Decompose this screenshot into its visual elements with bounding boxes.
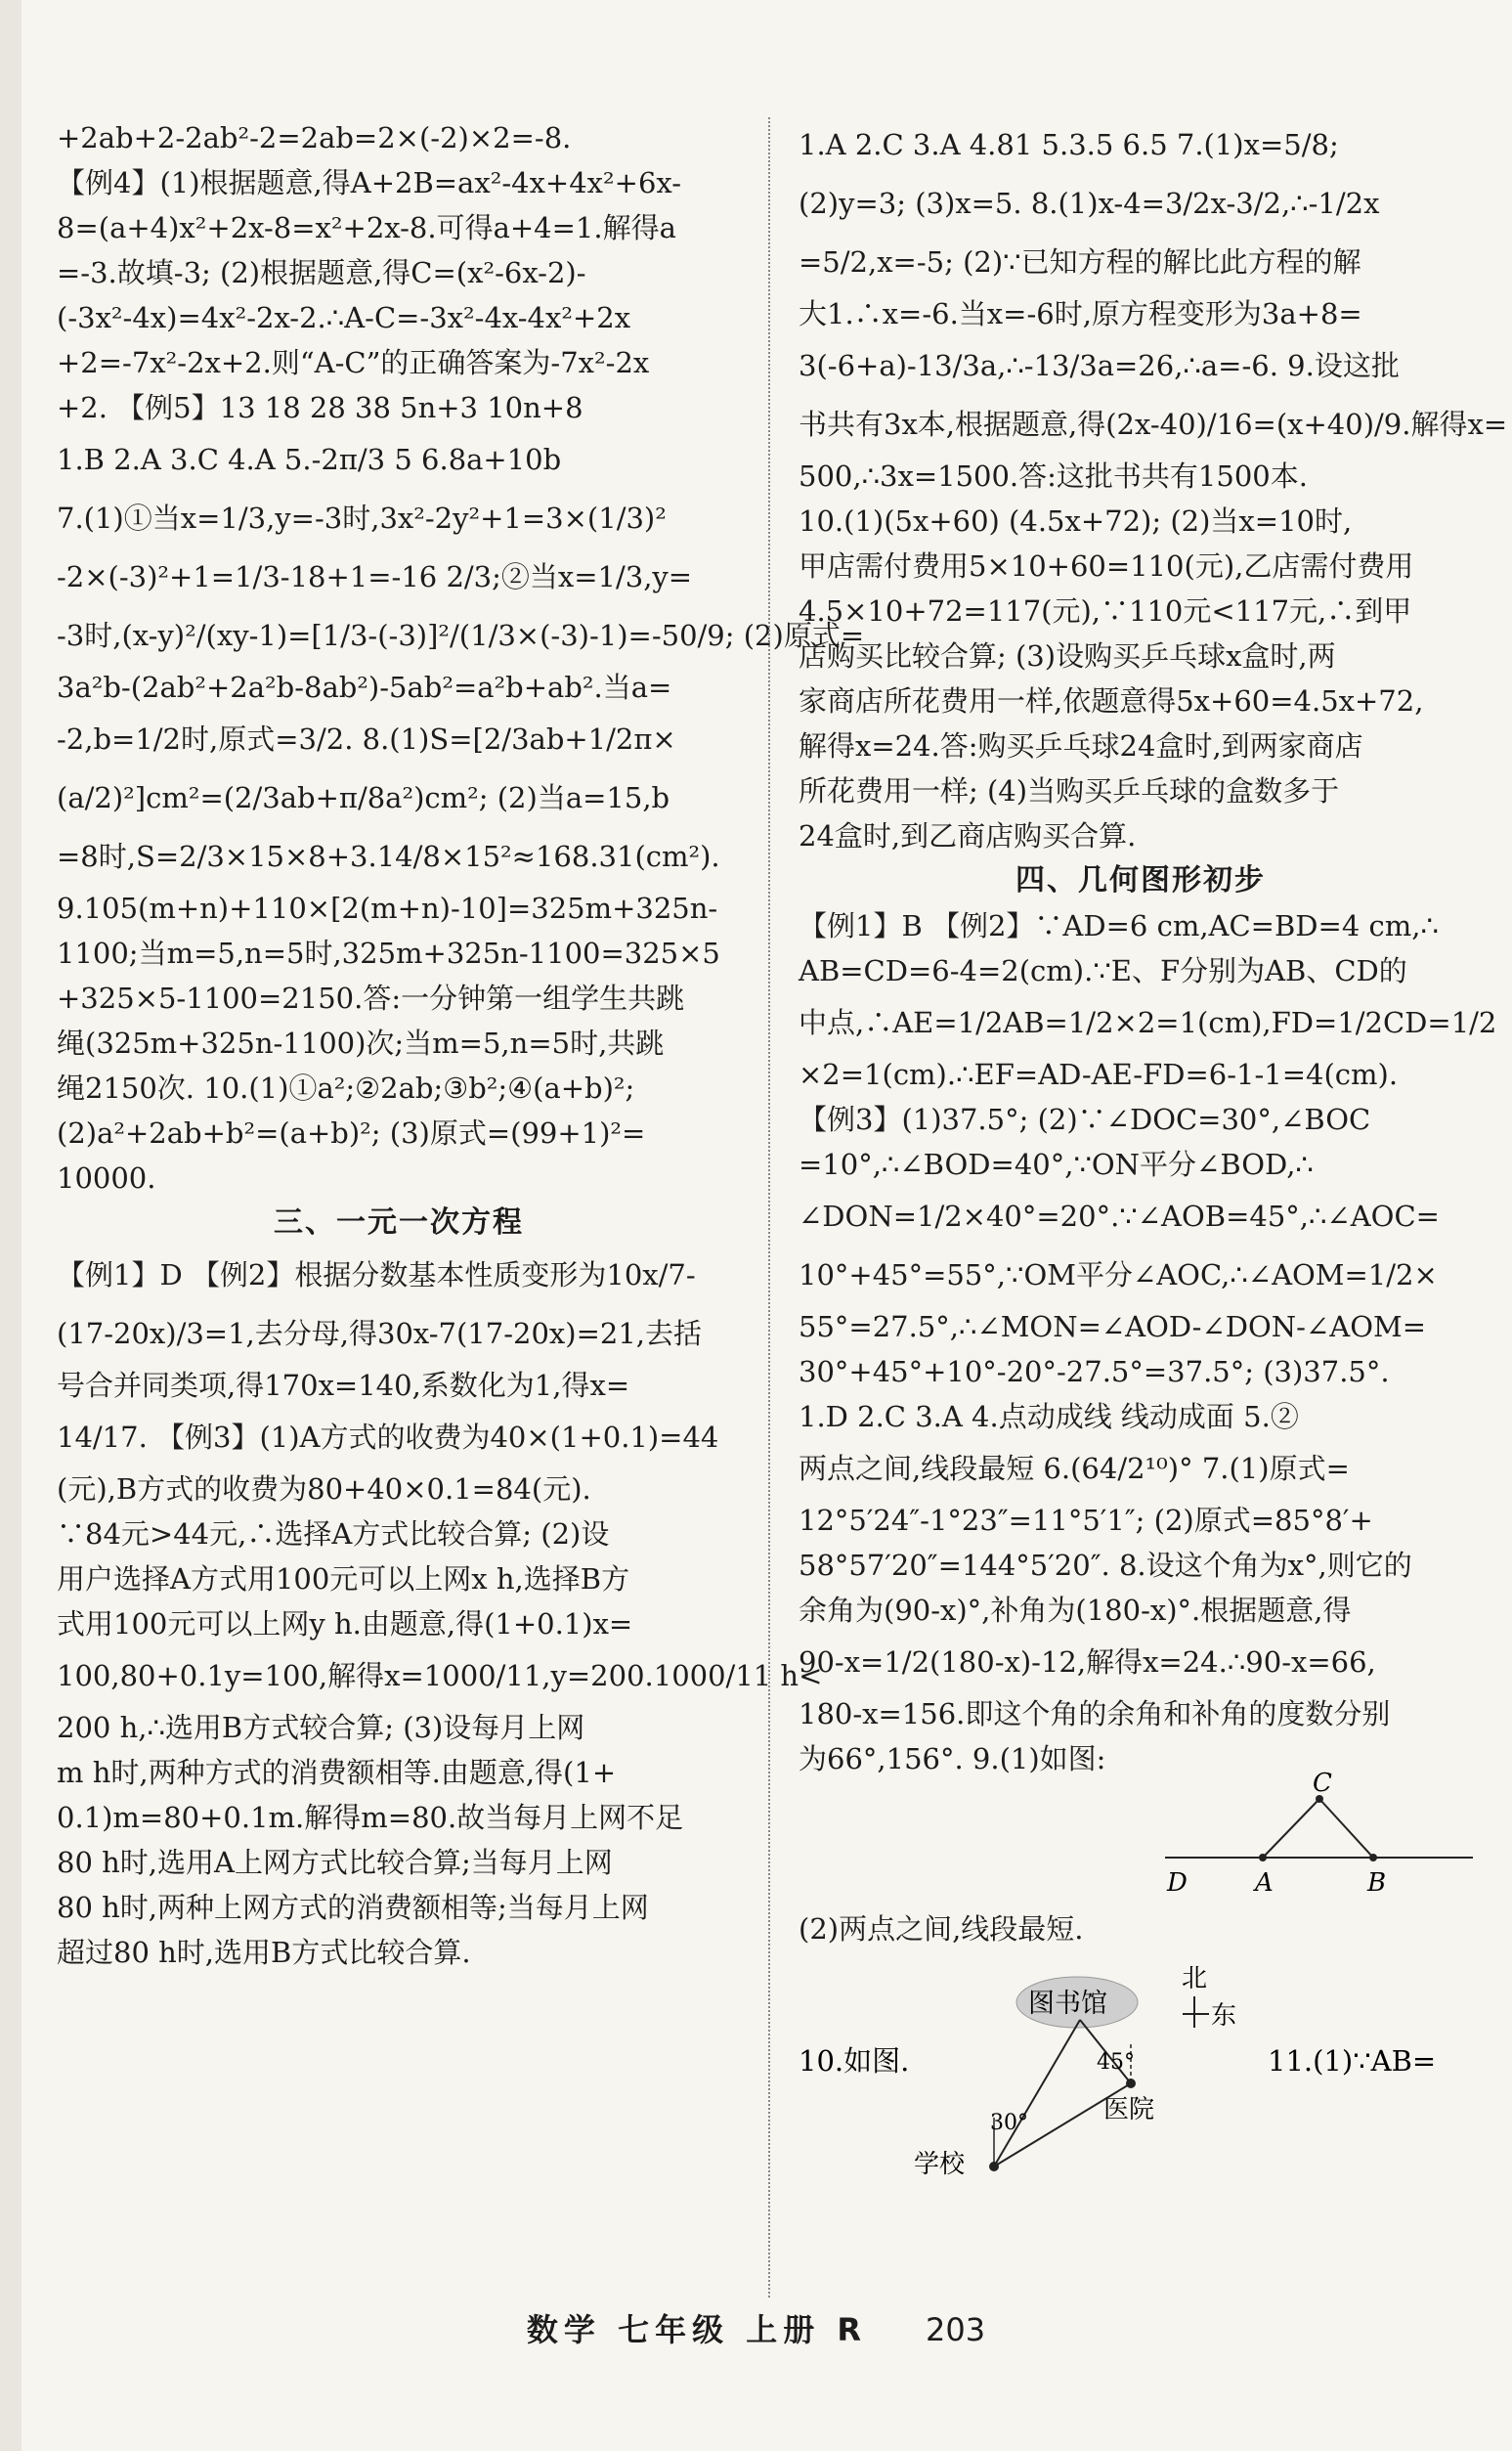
- answer-line: +2. 【例5】13 18 28 38 5n+3 10n+8: [57, 391, 583, 424]
- answer-line: (2)y=3; (3)x=5. 8.(1)x-4=3/2x-3/2,∴-1/2x: [799, 187, 1380, 220]
- answer-line: 10.(1)(5x+60) (4.5x+72); (2)当x=10时,: [799, 504, 1353, 538]
- point-d-label: D: [1167, 1868, 1188, 1898]
- answer-line: 余角为(90-x)°,补角为(180-x)°.根据题意,得: [799, 1594, 1352, 1627]
- hospital-label: 医院: [1103, 2095, 1155, 2124]
- answer-line: 甲店需付费用5×10+60=110(元),乙店需付费用: [799, 549, 1414, 583]
- map-diagram: [799, 1951, 1483, 2179]
- answer-line: 店购买比较合算; (3)设购买乒乓球x盒时,两: [799, 639, 1336, 673]
- answer-line: AB=CD=6-4=2(cm).∵E、F分别为AB、CD的: [799, 954, 1407, 987]
- answer-10-label: 10.如图.: [799, 2044, 910, 2078]
- answer-line: 号合并同类项,得170x=140,系数化为1,得x=: [57, 1369, 630, 1402]
- point-b-label: B: [1367, 1868, 1387, 1898]
- answer-line: 式用100元可以上网y h.由题意,得(1+0.1)x=: [57, 1607, 633, 1641]
- answer-line: -2×(-3)²+1=1/3-18+1=-16 2/3;②当x=1/3,y=: [57, 560, 693, 593]
- answer-line: 书共有3x本,根据题意,得(2x-40)/16=(x+40)/9.解得x=: [799, 408, 1508, 441]
- answer-line: 0.1)m=80+0.1m.解得m=80.故当每月上网不足: [57, 1801, 684, 1834]
- school-label: 学校: [914, 2150, 966, 2179]
- footer-title: 数学 七年级 上册 R: [526, 2311, 867, 2348]
- answer-line: 100,80+0.1y=100,解得x=1000/11,y=200.1000/11 h<: [57, 1659, 823, 1692]
- answer-line: =5/2,x=-5; (2)∵已知方程的解比此方程的解: [799, 245, 1361, 279]
- answer-line: 55°=27.5°,∴∠MON=∠AOD-∠DON-∠AOM=: [799, 1310, 1426, 1343]
- binding-gutter: [0, 0, 22, 2451]
- answer-line: ∠DON=1/2×40°=20°.∵∠AOB=45°,∴∠AOC=: [799, 1200, 1440, 1233]
- right-column: [799, 115, 1508, 2179]
- answer-line: ∵84元>44元,∴选择A方式比较合算; (2)设: [57, 1517, 610, 1551]
- answer-line: 【例4】(1)根据题意,得A+2B=ax²-4x+4x²+6x-: [57, 166, 682, 199]
- answer-line: (17-20x)/3=1,去分母,得30x-7(17-20x)=21,去括: [57, 1317, 702, 1350]
- east-label: 东: [1211, 2001, 1237, 2031]
- answer-line: -3时,(x-y)²/(xy-1)=[1/3-(-3)]²/(1/3×(-3)-1)=-50/9; (2)原式=: [57, 619, 865, 652]
- library-label: 图书馆: [1028, 1989, 1107, 2019]
- point-c-label: C: [1313, 1769, 1332, 1798]
- figure-line-triangle: [799, 1769, 1483, 1906]
- column-divider: [768, 117, 770, 2298]
- answer-line: (2)两点之间,线段最短.: [799, 1912, 1084, 1946]
- page-footer: [0, 2305, 1512, 2350]
- answer-line: 绳(325m+325n-1100)次;当m=5,n=5时,共跳: [57, 1027, 665, 1060]
- answer-line: 80 h时,两种上网方式的消费额相等;当每月上网: [57, 1891, 649, 1924]
- answer-line: 10°+45°=55°,∵OM平分∠AOC,∴∠AOM=1/2×: [799, 1258, 1438, 1291]
- section-title: 三、一元一次方程: [274, 1205, 524, 1240]
- answer-line: 1100;当m=5,n=5时,325m+325n-1100=325×5: [57, 937, 720, 970]
- answer-line: 9.105(m+n)+110×[2(m+n)-10]=325m+325n-: [57, 892, 718, 925]
- answer-line: (元),B方式的收费为80+40×0.1=84(元).: [57, 1472, 591, 1506]
- answer-line: 大1.∴x=-6.当x=-6时,原方程变形为3a+8=: [799, 297, 1362, 330]
- answer-line: 家商店所花费用一样,依题意得5x+60=4.5x+72,: [799, 684, 1424, 718]
- answer-line: 超过80 h时,选用B方式比较合算.: [57, 1936, 471, 1969]
- answer-line: 绳2150次. 10.(1)①a²;②2ab;③b²;④(a+b)²;: [57, 1072, 635, 1105]
- answer-line: (-3x²-4x)=4x²-2x-2.∴A-C=-3x²-4x-4x²+2x: [57, 301, 631, 334]
- answer-line: +2=-7x²-2x+2.则“A-C”的正确答案为-7x²-2x: [57, 346, 650, 379]
- answer-line: m h时,两种方式的消费额相等.由题意,得(1+: [57, 1756, 617, 1789]
- angle-45-label: 45°: [1097, 2050, 1135, 2075]
- point-a-label: A: [1255, 1868, 1274, 1898]
- answer-line: 用户选择A方式用100元可以上网x h,选择B方: [57, 1562, 630, 1596]
- answer-line: 12°5′24″-1°23″=11°5′1″; (2)原式=85°8′+: [799, 1504, 1373, 1537]
- answer-line: 14/17. 【例3】(1)A方式的收费为40×(1+0.1)=44: [57, 1421, 719, 1454]
- triangle-diagram: [799, 1769, 1483, 1906]
- answer-line: 两点之间,线段最短 6.(64/2¹⁰)° 7.(1)原式=: [799, 1452, 1350, 1485]
- answer-line: 24盒时,到乙商店购买合算.: [799, 819, 1137, 853]
- answer-line: 30°+45°+10°-20°-27.5°=37.5°; (3)37.5°.: [799, 1355, 1390, 1388]
- answer-line: 中点,∴AE=1/2AB=1/2×2=1(cm),FD=1/2CD=1/2: [799, 1006, 1497, 1039]
- answer-line: +325×5-1100=2150.答:一分钟第一组学生共跳: [57, 982, 685, 1015]
- north-label: 北: [1182, 1964, 1208, 1993]
- answer-line: 1.D 2.C 3.A 4.点动成线 线动成面 5.②: [799, 1400, 1299, 1433]
- answer-line: 所花费用一样; (4)当购买乒乓球的盒数多于: [799, 774, 1340, 808]
- answer-line: =-3.故填-3; (2)根据题意,得C=(x²-6x-2)-: [57, 256, 586, 289]
- right-column-text: [799, 115, 1508, 1736]
- page-number: 203: [926, 2311, 986, 2348]
- answer-line: =8时,S=2/3×15×8+3.14/8×15²≈168.31(cm²).: [57, 840, 720, 873]
- answer-line: 7.(1)①当x=1/3,y=-3时,3x²-2y²+1=3×(1/3)²: [57, 502, 667, 535]
- answer-line: (2)a²+2ab+b²=(a+b)²; (3)原式=(99+1)²=: [57, 1116, 646, 1150]
- answer-line: =10°,∴∠BOD=40°,∵ON平分∠BOD,∴: [799, 1148, 1314, 1181]
- answer-line: 为66°,156°. 9.(1)如图:: [799, 1742, 1106, 1775]
- left-column: [57, 115, 865, 1975]
- answer-line: 500,∴3x=1500.答:这批书共有1500本.: [799, 460, 1308, 493]
- answer-line: 1.B 2.A 3.C 4.A 5.-2π/3 5 6.8a+10b: [57, 443, 562, 476]
- answer-line: 180-x=156.即这个角的余角和补角的度数分别: [799, 1697, 1391, 1730]
- answer-line: 3a²b-(2ab²+2a²b-8ab²)-5ab²=a²b+ab².当a=: [57, 671, 672, 704]
- answer-11-label: 11.(1)∵AB=: [1268, 2044, 1437, 2078]
- answer-line: 4.5×10+72=117(元),∵110元<117元,∴到甲: [799, 594, 1412, 628]
- answer-line: 3(-6+a)-13/3a,∴-13/3a=26,∴a=-6. 9.设这批: [799, 349, 1400, 382]
- answer-line: -2,b=1/2时,原式=3/2. 8.(1)S=[2/3ab+1/2π×: [57, 722, 676, 756]
- angle-30-label: 30°: [990, 2111, 1028, 2135]
- answer-line: 解得x=24.答:购买乒乓球24盒时,到两家商店: [799, 729, 1363, 763]
- answer-line: 【例1】B 【例2】∵AD=6 cm,AC=BD=4 cm,∴: [799, 909, 1439, 942]
- answer-line: 58°57′20″=144°5′20″. 8.设这个角为x°,则它的: [799, 1549, 1412, 1582]
- answer-line: 200 h,∴选用B方式较合算; (3)设每月上网: [57, 1711, 585, 1744]
- answer-line: 8=(a+4)x²+2x-8=x²+2x-8.可得a+4=1.解得a: [57, 211, 676, 244]
- section-title: 四、几何图形初步: [1015, 863, 1266, 897]
- answer-line: 【例3】(1)37.5°; (2)∵∠DOC=30°,∠BOC: [799, 1103, 1371, 1136]
- answer-line: (a/2)²]cm²=(2/3ab+π/8a²)cm²; (2)当a=15,b: [57, 781, 670, 814]
- answer-line: 90-x=1/2(180-x)-12,解得x=24.∴90-x=66,: [799, 1645, 1376, 1679]
- answer-line: +2ab+2-2ab²-2=2ab=2×(-2)×2=-8.: [57, 121, 572, 154]
- answer-line: ×2=1(cm).∴EF=AD-AE-FD=6-1-1=4(cm).: [799, 1058, 1399, 1091]
- answer-line: 1.A 2.C 3.A 4.81 5.3.5 6.5 7.(1)x=5/8;: [799, 128, 1339, 161]
- figure-map: [799, 1951, 1483, 2179]
- answer-line: 10000.: [57, 1161, 156, 1195]
- answer-line: 80 h时,选用A上网方式比较合算;当每月上网: [57, 1846, 613, 1879]
- answer-line: 【例1】D 【例2】根据分数基本性质变形为10x/7-: [57, 1258, 696, 1291]
